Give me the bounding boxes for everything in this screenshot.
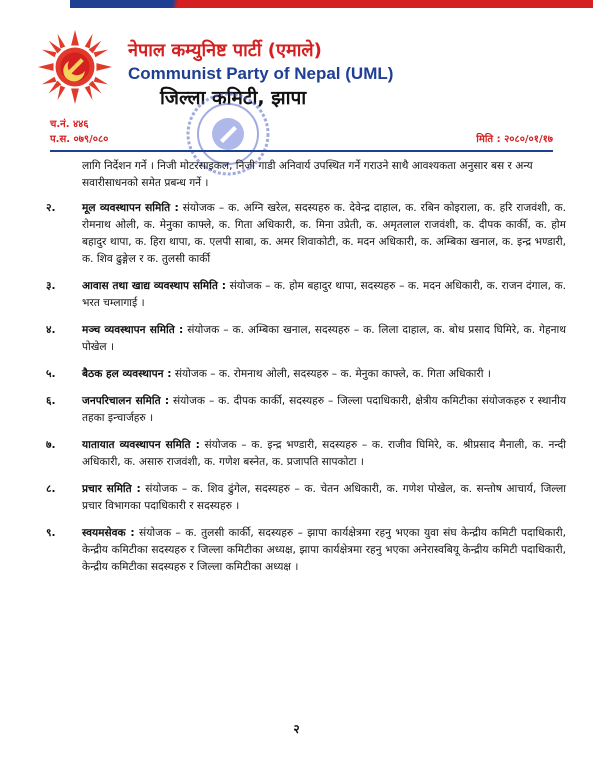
item-body: संयोजक – क. रोमनाथ ओली, सदस्यहरु – क. मेनुका काफ्ले, क. गिता अधिकारी । (174, 368, 491, 380)
header-band-blue (70, 0, 150, 8)
item-body: संयोजक – क. अम्बिका खनाल, सदस्यहरु – क. लिला दाहाल, क. बोध प्रसाद घिमिरे, क. गेहनाथ पोखेल । (82, 324, 566, 353)
item-body: संयोजक – क. अग्नि खरेल, सदस्यहरु क. देवेन्द्र दाहाल, क. रबिन कोइराला, क. हरि राजवंशी, क. रोमनाथ ओली, क. मेनुका काफ्ले, क. गिता अधिकारी, क. मिना उप्रेती, क. अमृतलाल राजवंशी, क. दीपक कार्की, क. होम बहादुर थापा, क. हिरा थापा, क. एलपी साबा, क. अमर शिवाकोटी, क. मदन अधिकारी, क. अम्बिका खनाल, क. इन्द्र भण्डारी, क. शिव ढुङ्गेल र क. तुलसी कार्की (82, 202, 566, 265)
item-heading: मूल व्यवस्थापन समिति : (82, 202, 179, 214)
fiscal-year: प.स. ०७९/०८० (50, 134, 109, 145)
header-band-red (200, 0, 593, 8)
committee-item (46, 437, 566, 471)
committee-item (46, 278, 566, 312)
district-committee-title: जिल्ला कमिटी, झापा (160, 87, 307, 109)
committee-item (46, 322, 566, 356)
party-name-english: Communist Party of Nepal (UML) (128, 64, 394, 83)
item-heading: यातायात व्यवस्थापन समिति : (82, 439, 200, 451)
item-text (82, 481, 566, 515)
item-heading: आवास तथा खाद्य व्यवस्थाप समिति : (82, 280, 227, 292)
item-body: संयोजक – क. शिव ढुंगेल, सदस्यहरु – क. चेतन अधिकारी, क. गणेश पोखेल, क. सन्तोष आचार्य, जिल्ला प्रचार विभागका पदाधिकारी र सदस्यहरु । (82, 483, 567, 512)
item-body: संयोजक – क. दीपक कार्की, सदस्यहरु – जिल्ला पदाधिकारी, क्षेत्रीय कमिटीका संयोजकहरु र स्थानीय तहका इन्चार्जहरु । (82, 395, 566, 424)
reference-number: च.नं. ४४६ (50, 119, 89, 130)
item-heading: मञ्च व्यवस्थापन समिति : (82, 324, 184, 336)
item-number: ७. (46, 439, 56, 451)
item-number: ९. (46, 527, 56, 539)
committee-item (46, 366, 566, 383)
item-number: ५. (46, 368, 56, 380)
committee-item (46, 200, 566, 268)
item-number: २. (46, 202, 56, 214)
item-text (82, 437, 566, 471)
party-emblem-icon (36, 28, 114, 106)
party-name-nepali: नेपाल कम्युनिष्ट पार्टी (एमाले) (128, 40, 322, 61)
item-text (82, 393, 566, 427)
item-heading: बैठक हल व्यवस्थापन : (82, 368, 172, 380)
item-text (82, 525, 566, 576)
item-number: ३. (46, 280, 56, 292)
page-number: २ (293, 722, 300, 736)
header-divider (50, 150, 553, 152)
header-band-transition (150, 0, 200, 8)
item-body: संयोजक – क. इन्द्र भण्डारी, सदस्यहरु – क. राजीव घिमिरे, क. श्रीप्रसाद मैनाली, क. नन्दी अधिकारी, क. असारु राजवंशी, क. गणेश बस्नेत, क. प्रजापति सापकोटा । (82, 439, 566, 468)
item-text (82, 322, 566, 356)
item-heading: जनपरिचालन समिति : (82, 395, 170, 407)
intro-paragraph: लागि निर्देशन गर्ने । निजी मोटरसाइकल, निजी गाडी अनिवार्य उपस्थित गर्ने गराउने साथै आवश्यकता अनुसार बस र अन्य सवारीसाधनको समेत प्रबन्ध गर्ने । (82, 160, 533, 189)
item-body: संयोजक – क. तुलसी कार्की, सदस्यहरु – झापा कार्यक्षेत्रमा रहनु भएका युवा संघ केन्द्रीय कमिटी पदाधिकारी, केन्द्रीय कमिटीका सदस्यहरु र जिल्ला कमिटीका अध्यक्ष, झापा कार्यक्षेत्रमा रहनु भएका अनेरास्वबियू केन्द्रीय कमिटी पदाधिकारी, केन्द्रीय कमिटीका सदस्यहरु र जिल्ला कमिटीका अध्यक्ष । (82, 527, 566, 573)
item-text (82, 200, 566, 268)
committee-item (46, 481, 566, 515)
item-number: ८. (46, 483, 56, 495)
letter-date: मिति : २०८०/०१/१७ (476, 134, 553, 145)
letter-body (46, 158, 566, 586)
item-heading: प्रचार समिति : (82, 483, 141, 495)
item-heading: स्वयमसेवक : (82, 527, 135, 539)
item-text (82, 366, 566, 383)
item-text (82, 278, 566, 312)
item-body: संयोजक – क. होम बहादुर थापा, सदस्यहरु – क. मदन अधिकारी, क. राजन दंगाल, क. भरत चम्लागाई । (82, 280, 566, 309)
committee-item (46, 393, 566, 427)
committee-item (46, 525, 566, 576)
item-number: ६. (46, 395, 56, 407)
item-number: ४. (46, 324, 56, 336)
